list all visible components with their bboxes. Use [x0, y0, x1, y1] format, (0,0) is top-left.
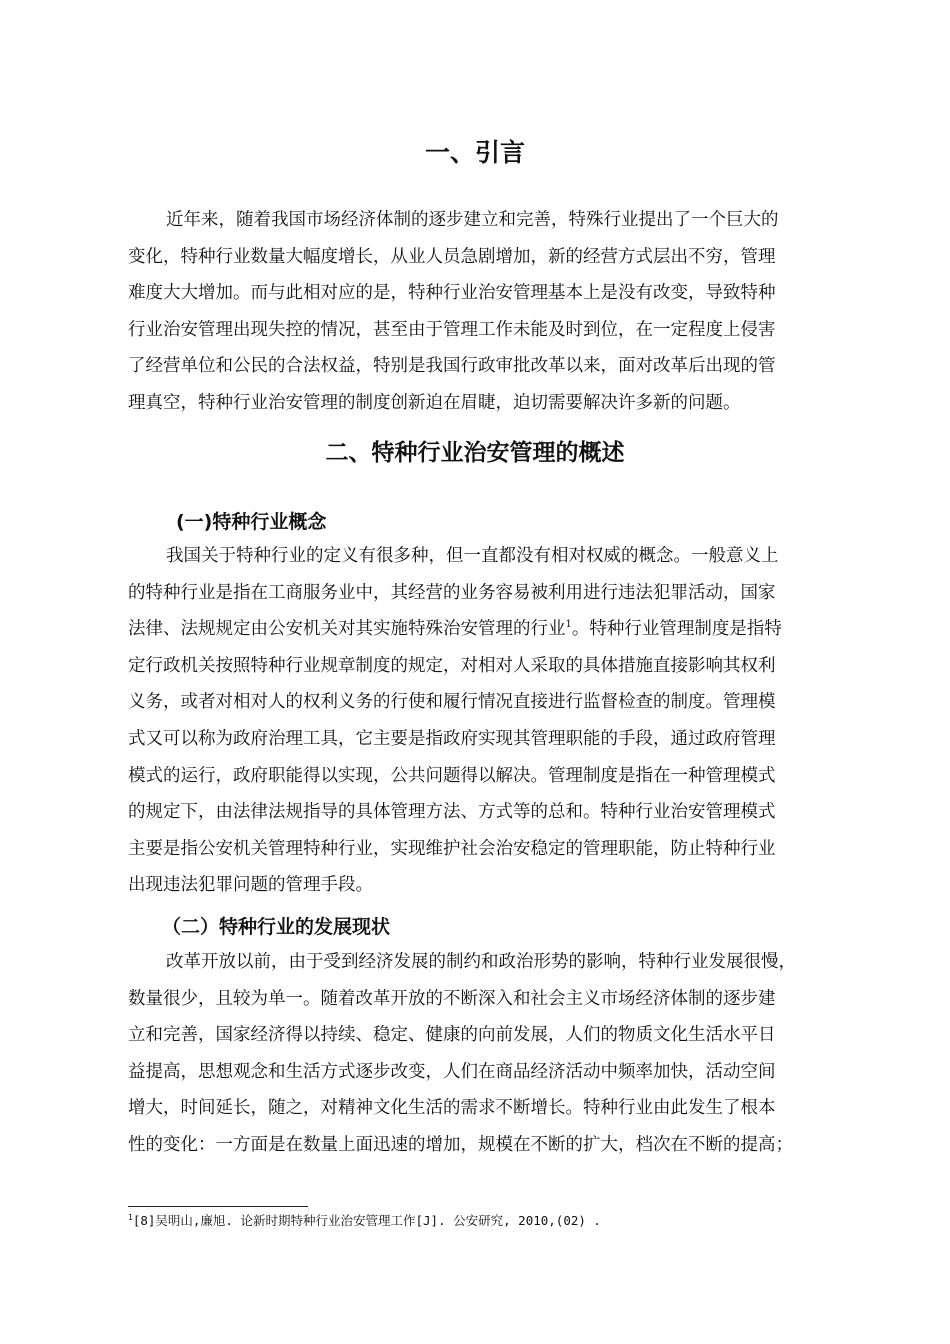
text-line: 了经营单位和公民的合法权益，特别是我国行政审批改革以来，面对改革后出现的管: [128, 356, 776, 377]
text-line: 立和完善，国家经济得以持续、稳定、健康的向前发展，人们的物质文化生活水平日: [128, 1025, 776, 1046]
heading-overview: 二、特种行业治安管理的概述: [325, 440, 625, 466]
text-line: 改革开放以前，由于受到经济发展的制约和政治形势的影响，特种行业发展很慢，: [166, 952, 796, 972]
heading-introduction: 一、引言: [424, 138, 525, 167]
footnote-mark: 1: [128, 1212, 133, 1222]
text-line: 数量很少，且较为单一。随着改革开放的不断深入和社会主义市场经济体制的逐步建: [128, 988, 776, 1009]
footnote-reference[interactable]: 1: [565, 619, 572, 631]
text-line: 性的变化：一方面是在数量上面迅速的增加，规模在不断的扩大，档次在不断的提高；: [128, 1134, 793, 1155]
text-line: 的特种行业是指在工商服务业中，其经营的业务容易被利用进行违法犯罪活动，国家: [128, 582, 776, 603]
text-line: 难度大大增加。而与此相对应的是，特种行业治安管理基本上是没有改变，导致特种: [128, 283, 776, 304]
subheading-concept: (一)特种行业概念: [176, 511, 327, 533]
text-line: 变化，特种行业数量大幅度增长，从业人员急剧增加，新的经营方式层出不穷，管理: [128, 246, 776, 267]
text-line: 增大，时间延长，随之，对精神文化生活的需求不断增长。特种行业由此发生了根本: [128, 1098, 776, 1119]
text-segment: 。特种行业管理制度是指特: [571, 619, 782, 640]
footnote-divider: [128, 1206, 308, 1207]
text-line: 模式的运行，政府职能得以实现，公共问题得以解决。管理制度是指在一种管理模式: [128, 765, 776, 786]
footnote: [128, 1212, 850, 1230]
paragraph-development-status: [128, 944, 850, 1164]
text-line: 义务，或者对相对人的权利义务的行使和履行情况直接进行监督检查的制度。管理模: [128, 692, 776, 713]
text-line: 的规定下，由法律法规指导的具体管理方法、方式等的总和。特种行业治安管理模式: [128, 802, 776, 823]
text-line: 式又可以称为政府治理工具，它主要是指政府实现其管理职能的手段，通过政府管理: [128, 728, 776, 749]
text-line-with-footnote: [128, 611, 850, 648]
text-line: 益提高，思想观念和生活方式逐步改变，人们在商品经济活动中频率加快，活动空间: [128, 1061, 776, 1082]
subheading-development-status: （二）特种行业的发展现状: [162, 916, 391, 938]
text-segment: 法律、法规规定由公安机关对其实施特殊治安管理的行业: [128, 619, 566, 640]
text-line: 主要是指公安机关管理特种行业，实现维护社会治安稳定的管理职能，防止特种行业: [128, 838, 776, 859]
text-line: 定行政机关按照特种行业规章制度的规定，对相对人采取的具体措施直接影响其权利: [128, 655, 776, 676]
text-line: 理真空，特种行业治安管理的制度创新迫在眉睫，迫切需要解决许多新的问题。: [128, 392, 741, 413]
text-line: 行业治安管理出现失控的情况，甚至由于管理工作未能及时到位，在一定程度上侵害: [128, 319, 776, 340]
text-line: 近年来，随着我国市场经济体制的逐步建立和完善，特殊行业提出了一个巨大的: [166, 210, 779, 230]
footnote-text: [8]吴明山,廉旭. 论新时期特种行业治安管理工作[J]. 公安研究, 2010,(02) .: [132, 1213, 601, 1228]
text-line: 出现违法犯罪问题的管理手段。: [128, 875, 373, 896]
paragraph-concept: [128, 538, 850, 904]
text-line: 我国关于特种行业的定义有很多种，但一直都没有相对权威的概念。一般意义上: [166, 546, 779, 566]
paragraph-introduction: [128, 202, 850, 422]
